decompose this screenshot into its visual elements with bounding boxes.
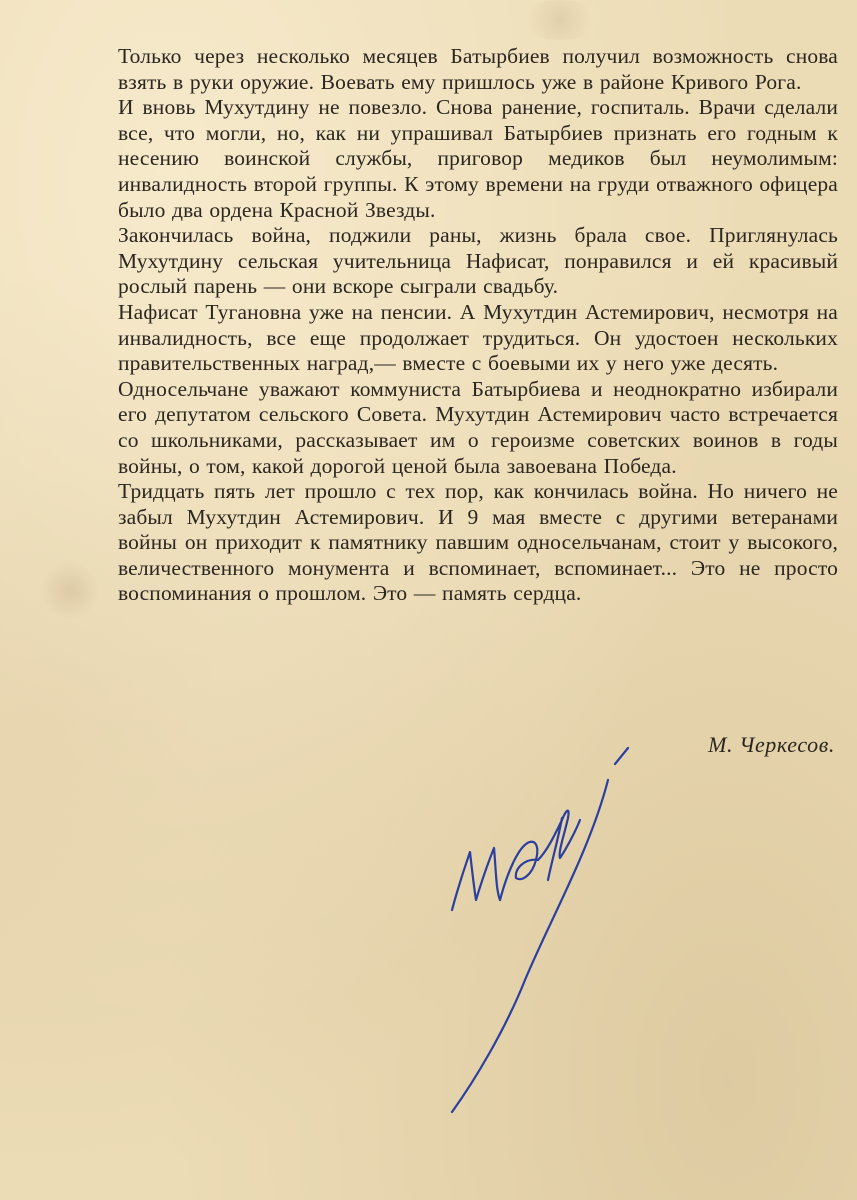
handwritten-signature-icon — [430, 740, 650, 1120]
paragraph-5: Односельчане уважают коммуниста Батырбиева и неоднократно избирали его депутатом сельского Совета. Мухутдин Астемирович часто встречается со школьниками, рассказывает им о героизме советских воинов в годы войны, о том, какой дорогой ценой была завоевана Победа. — [118, 376, 838, 478]
article-body — [118, 44, 838, 607]
paragraph-3: Закончилась война, поджили раны, жизнь брала свое. Приглянулась Мухутдину сельская учительница Нафисат, понравился и ей красивый рослый парень — они вскоре сыграли свадьбу. — [118, 223, 838, 299]
paper-stain — [520, 0, 600, 40]
paragraph-1: Только через несколько месяцев Батырбиев получил возможность снова взять в руки оружие. Воевать ему пришлось уже в районе Кривого Рога. — [118, 44, 838, 94]
paragraph-6: Тридцать пять лет прошло с тех пор, как кончилась война. Но ничего не забыл Мухутдин Астемирович. И 9 мая вместе с другими ветеранами войны он приходит к памятнику павшим односельчанам, стоит у высокого, величественного монумента и вспоминает, вспоминает... Это не просто воспоминания о прошлом. Это — память сердца. — [118, 479, 838, 606]
paper-stain — [40, 560, 100, 620]
paragraph-2: И вновь Мухутдину не повезло. Снова ранение, госпиталь. Врачи сделали все, что могли, но, как ни упрашивал Батырбиев признать его годным к несению воинской службы, приговор медиков был неумолимым: инвалидность второй группы. К этому времени на груди отважного офицера было два ордена Красной Звезды. — [118, 95, 838, 222]
paragraph-4: Нафисат Тугановна уже на пенсии. А Мухутдин Астемирович, несмотря на инвалидность, все еще продолжает трудиться. Он удостоен нескольких правительственных наград,— вместе с боевыми их у него уже десять. — [118, 299, 838, 376]
author-signature: М. Черкесов. — [708, 732, 835, 757]
